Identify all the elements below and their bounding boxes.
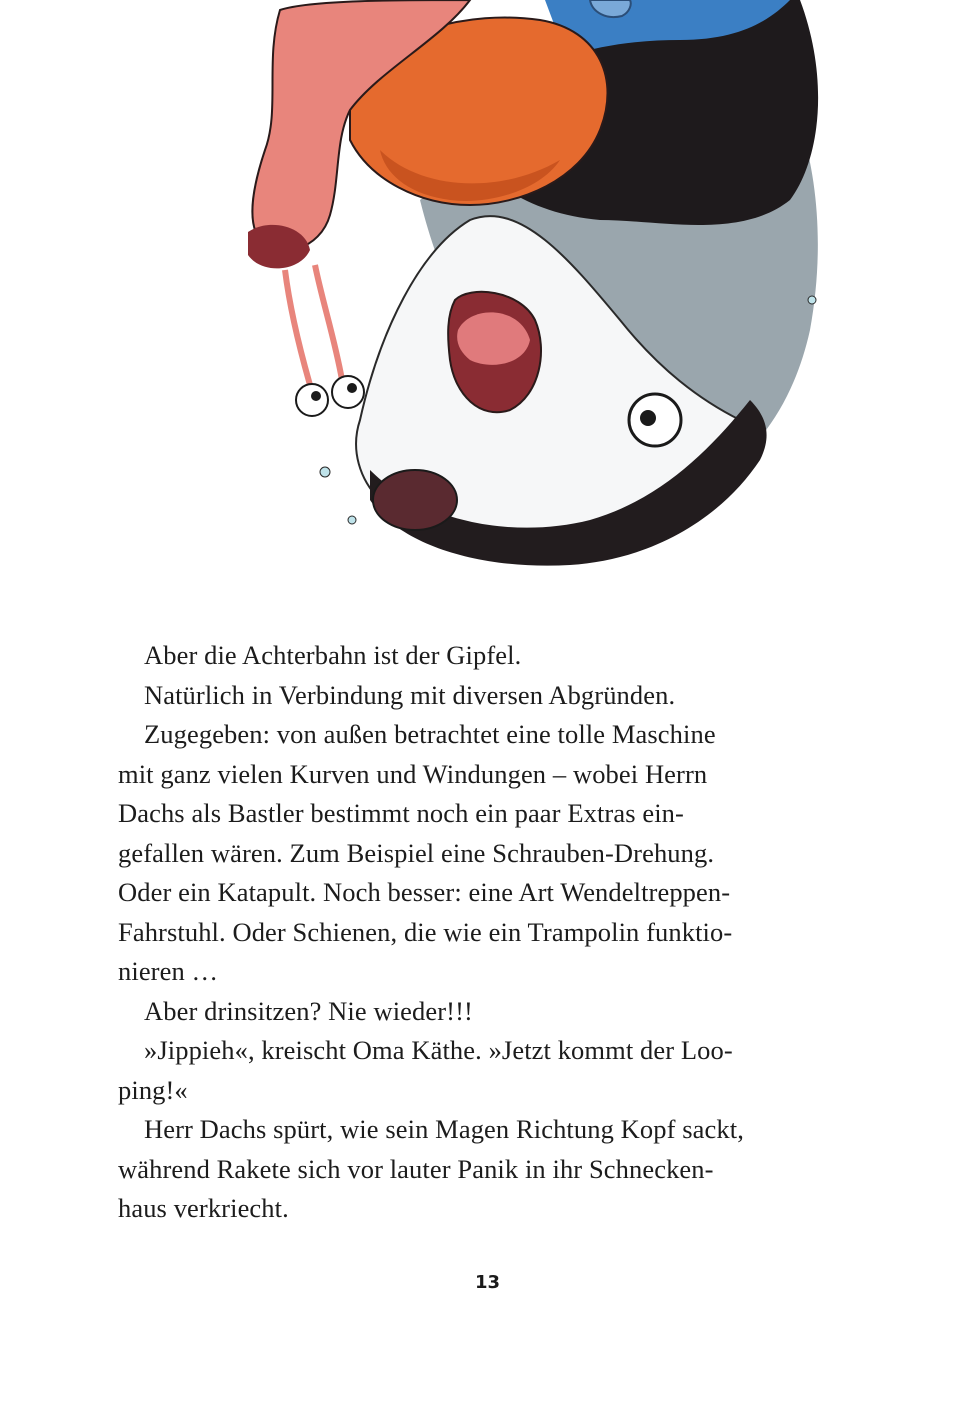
badger-nose (373, 470, 457, 530)
badger-pupil (640, 410, 656, 426)
text-line: mit ganz vielen Kurven und Windungen – wobei Herrn (118, 758, 708, 789)
sweat-drop (320, 467, 330, 477)
snail-eye-stalk-right (315, 265, 342, 380)
text-line: gefallen wären. Zum Beispiel eine Schrauben-Drehung. (118, 837, 715, 868)
snail-pupil-right (347, 383, 357, 393)
snail-eye-right (332, 376, 364, 408)
snail-pupil-left (311, 391, 321, 401)
page-number: 13 (474, 1272, 501, 1293)
text-line: während Rakete sich vor lauter Panik in ihr Schnecken- (118, 1153, 714, 1184)
text-line: Fahrstuhl. Oder Schienen, die wie ein Trampolin funktio- (118, 916, 733, 947)
text-line: nieren … (118, 956, 219, 986)
snail-eye-left (296, 384, 328, 416)
text-line: Herr Dachs spürt, wie sein Magen Richtung Kopf sackt, (144, 1114, 744, 1144)
text-line: Natürlich in Verbindung mit diversen Abgründen. (144, 679, 676, 710)
sweat-drop (348, 516, 356, 524)
text-line: Zugegeben: von außen betrachtet eine tolle Maschine (144, 719, 716, 749)
sweat-drop (808, 296, 816, 304)
text-line: Oder ein Katapult. Noch besser: eine Art Wendeltreppen- (118, 877, 731, 907)
text-line: Aber drinsitzen? Nie wieder!!! (144, 995, 473, 1026)
text-line: »Jippieh«, kreischt Oma Käthe. »Jetzt kommt der Loo- (144, 1035, 733, 1065)
story-text (118, 636, 808, 1229)
snail-eye-stalk-left (285, 270, 310, 385)
text-line: haus verkriecht. (118, 1193, 289, 1223)
text-line: ping!« (118, 1074, 188, 1105)
badger-snail-illustration (0, 0, 975, 590)
text-line: Aber die Achterbahn ist der Gipfel. (144, 640, 522, 670)
text-line: Dachs als Bastler bestimmt noch ein paar Extras ein- (118, 798, 684, 828)
